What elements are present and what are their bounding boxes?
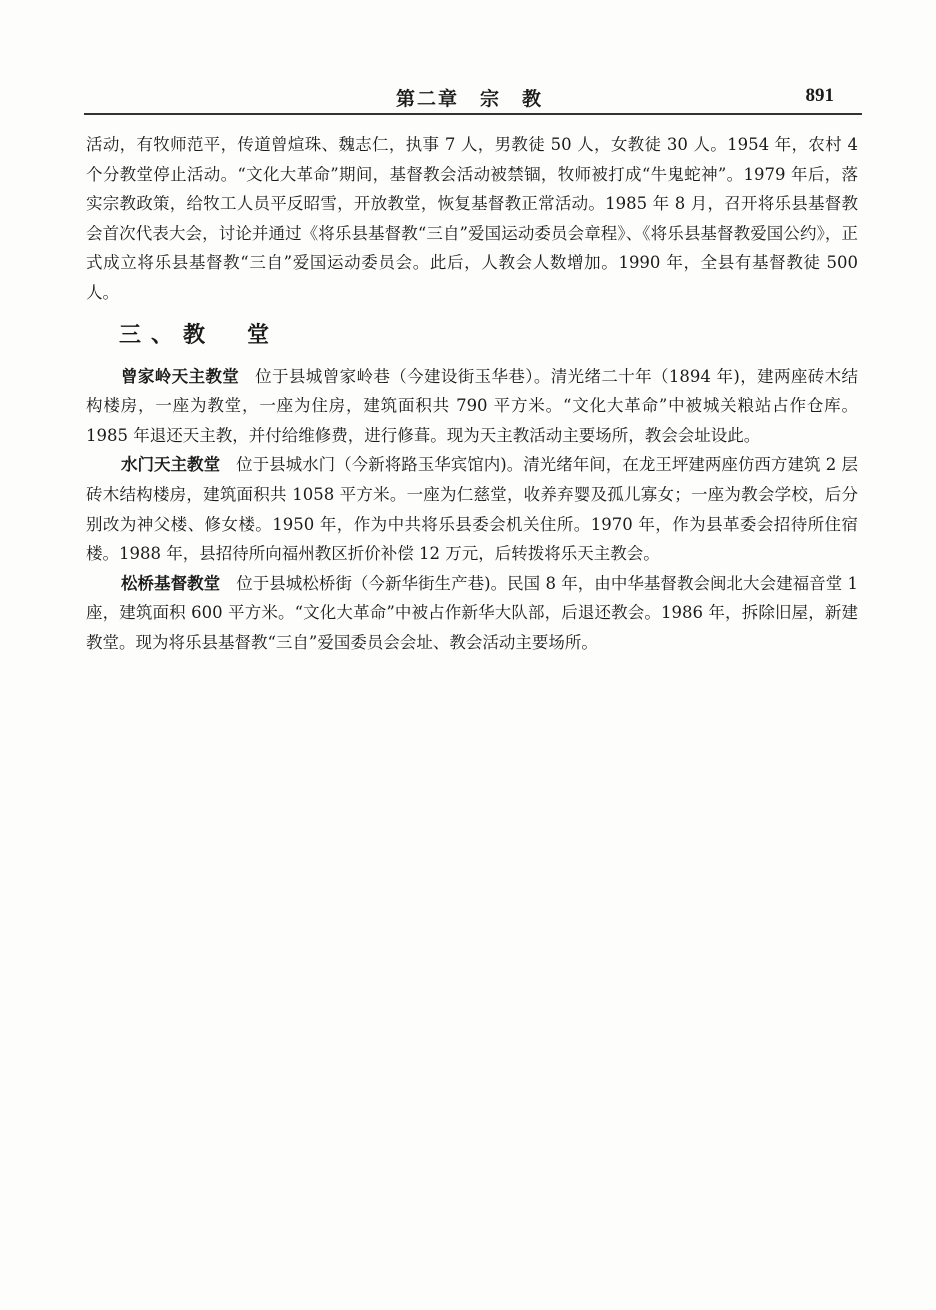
header-rule [84, 113, 862, 115]
entry-title: 松桥基督教堂 [121, 573, 221, 593]
entry-text: 位于县城松桥街（今新华街生产巷)。民国 8 年，由中华基督教会闽北大会建福音堂 1 座，建筑面积 600 平方米。“文化大革命”中被占作新华大队部，后退还教会。1986 年，拆除旧屋，新建教堂。现为将乐县基督教“三自”爱国委员会会址、教会活动主要场所。 [86, 573, 859, 652]
intro-paragraph: 活动，有牧师范平，传道曾煊珠、魏志仁，执事 7 人，男教徒 50 人，女教徒 30 人。1954 年，农村 4 个分教堂停止活动。“文化大革命”期间，基督教会活动被禁锢，牧师被打成“牛鬼蛇神”。1979 年后，落实宗教政策，给牧工人员平反昭雪，开放教堂，恢复基督教正常活动。1985 年 8 月，召开将乐县基督教会首次代表大会，讨论并通过《将乐县基督教“三自”爱国运动委员会章程》、《将乐县基督教爱国公约》，正式成立将乐县基督教“三自”爱国运动委员会。此后，人教会人数增加。1990 年，全县有基督教徒 500 人。 [86, 135, 858, 302]
page-body [86, 130, 858, 658]
page-number: 891 [805, 85, 834, 106]
entry-shuimen [86, 450, 858, 568]
entry-zengjialing [86, 362, 858, 451]
entry-title: 水门天主教堂 [121, 455, 221, 475]
entry-songqiao [86, 569, 858, 658]
entry-text: 位于县城水门（今新将路玉华宾馆内)。清光绪年间，在龙王坪建两座仿西方建筑 2 层砖木结构楼房，建筑面积共 1058 平方米。一座为仁慈堂，收养弃婴及孤儿寡女；一座为教会学校，后分别改为神父楼、修女楼。1950 年，作为中共将乐县委会机关住所。1970 年，作为县革委会招待所住宿楼。1988 年，县招待所向福州教区折价补偿 12 万元，后转拨将乐天主教会。 [86, 455, 858, 564]
running-header [86, 78, 856, 112]
chapter-title: 第二章 宗 教 [396, 88, 544, 110]
entry-title: 曾家岭天主教堂 [121, 366, 240, 386]
entry-text: 位于县城曾家岭巷（今建设街玉华巷）。清光绪二十年（1894 年)，建两座砖木结构楼房，一座为教堂，一座为住房，建筑面积共 790 平方米。“文化大革命”中被城关粮站占作仓库。1985 年退还天主教，并付给维修费，进行修葺。现为天主教活动主要场所，教会会址设此。 [86, 366, 859, 445]
section-heading: 三、教 堂 [119, 322, 280, 348]
